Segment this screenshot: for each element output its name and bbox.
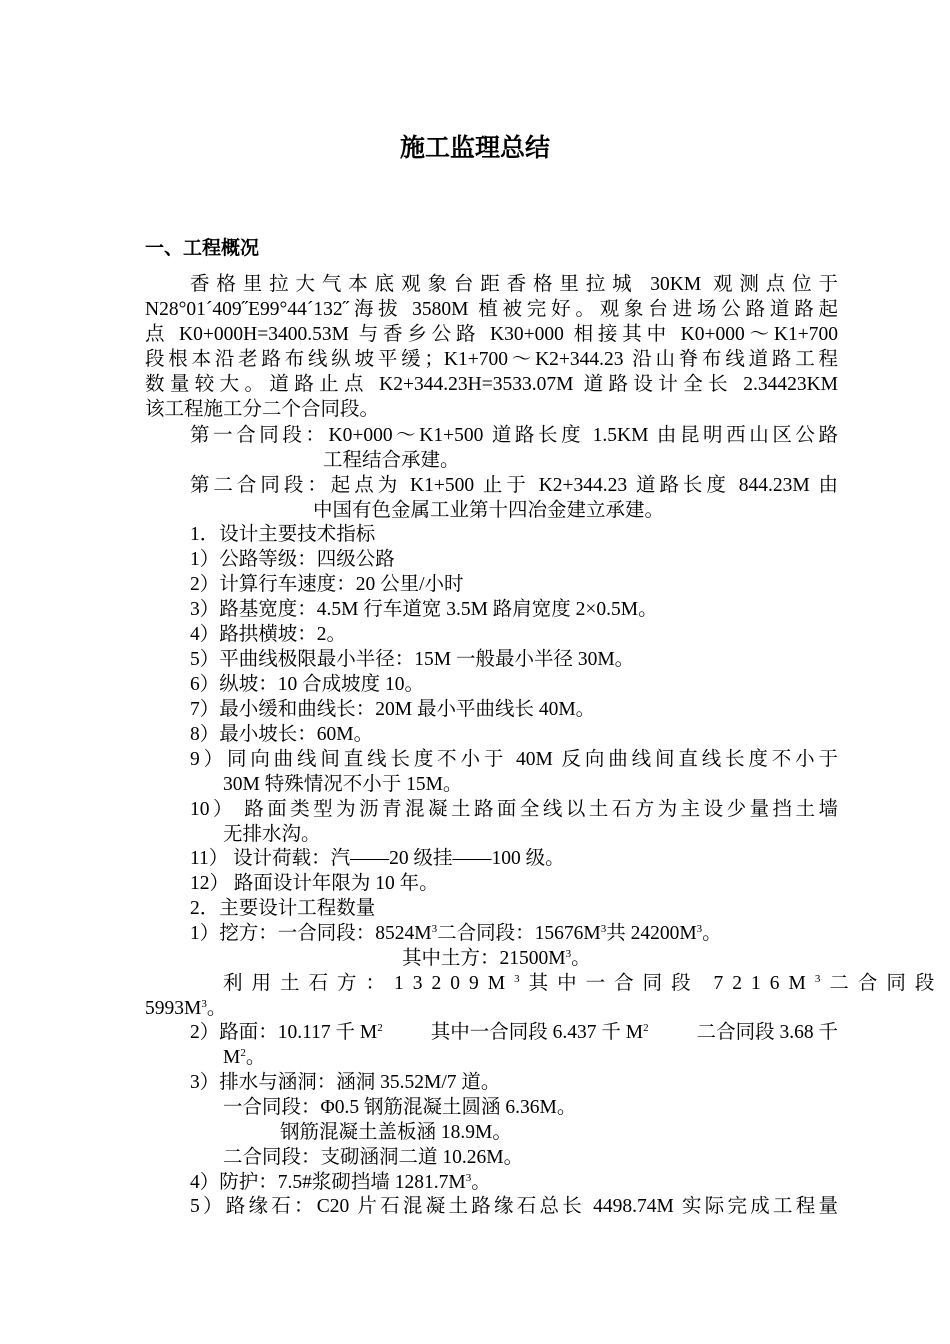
paragraph-line: 该工程施工分二个合同段。	[145, 399, 380, 420]
subsection-title: 2．主要设计工程数量	[190, 898, 376, 919]
quantity-text: 二合同段：15676M	[437, 923, 601, 944]
spec-item: 6）纵坡：10 合成坡度 10。	[190, 674, 425, 695]
quantity-text: 其中一合同段 6.437 千 $M^2$	[430, 1022, 649, 1043]
spec-item-continued: 无排水沟。	[223, 824, 321, 845]
subsection-title: 1．设计主要技术指标	[190, 524, 376, 545]
quantity-item: 3）排水与涵洞：涵洞 35.52M/7 道。	[190, 1072, 501, 1093]
quantity-item	[190, 1021, 838, 1045]
spec-item-continued: 30M 特殊情况不小于 15M。	[223, 774, 463, 795]
superscript: 3	[201, 998, 207, 1010]
quantity-text: 。	[702, 923, 722, 944]
paragraph-line: 香格里拉大气本底观象台距香格里拉城 30KM 观测点位于	[190, 274, 838, 295]
superscript: 3	[431, 923, 438, 935]
quantity-item	[190, 922, 883, 946]
superscript: 3	[696, 923, 703, 935]
superscript: 3	[814, 973, 830, 985]
superscript: 2	[240, 1047, 246, 1059]
quantity-text: 5993M	[145, 998, 202, 1019]
quantity-text: 2）路面：10.117 千 $M^2$	[190, 1022, 383, 1043]
paragraph-line: 数量较大。道路止点 K2+344.23H=3533.07M 道路设计全长 2.34423KM	[145, 374, 838, 395]
spec-item: 12） 路面设计年限为 10 年。	[190, 873, 439, 894]
quantity-text: 4）防护：7.5#浆砌挡墙 1281.7M	[190, 1172, 466, 1193]
contract-line: 第二合同段：起点为 K1+500 止于 K2+344.23 道路长度 844.23M 由	[190, 475, 838, 496]
paragraph-line: N28°01´409˝E99°44´132˝海拔 3580M 植被完好。观象台进场公路道路起	[145, 299, 838, 320]
quantity-item-continued: 二合同段：支砌涵洞二道 10.26M。	[223, 1147, 524, 1168]
paragraph-line: 点 K0+000H=3400.53M 与香乡公路 K30+000 相接其中 K0+000～K1+700	[145, 324, 838, 345]
spec-item: 4）路拱横坡：2。	[190, 624, 347, 645]
superscript: 3	[600, 923, 607, 935]
quantity-text: 。	[206, 998, 227, 1019]
spec-item: 8）最小坡长：60M。	[190, 724, 374, 745]
quantity-text: M	[223, 1047, 241, 1068]
spec-item: 7）最小缓和曲线长：20M 最小平曲线长 40M。	[190, 699, 596, 720]
spec-item: 9）同向曲线间直线长度不小于 40M 反向曲线间直线长度不小于	[190, 749, 838, 770]
spec-item: 2）计算行车速度：20 公里/小时	[190, 574, 464, 595]
spec-item: 1）公路等级：四级公路	[190, 549, 395, 570]
quantity-text: 利用土石方：$13209M^3$	[223, 973, 529, 994]
contract-line: 工程结合承建。	[323, 450, 460, 471]
quantity-text: 。	[571, 948, 591, 969]
quantity-text: 二合同段	[829, 973, 944, 994]
section-heading: 一、工程概况	[145, 237, 260, 259]
paragraph-line: 段根本沿老路布线纵坡平缓；K1+700～K2+344.23 沿山脊布线道路工程	[145, 349, 838, 370]
quantity-item: 5）路缘石：C20 片石混凝土路缘石总长 4498.74M 实际完成工程量	[190, 1196, 838, 1217]
quantity-item-continued	[145, 997, 838, 1021]
quantity-text: 二合同段 3.68 千	[696, 1022, 838, 1043]
spec-item: 5）平曲线极限最小半径：15M 一般最小半径 30M。	[190, 649, 635, 670]
quantity-text: 共 24200M	[606, 923, 697, 944]
superscript: 3	[565, 948, 572, 960]
spec-item: 3）路基宽度：4.5M 行车道宽 3.5M 路肩宽度 2×0.5M。	[190, 599, 658, 620]
quantity-item-continued	[223, 972, 944, 996]
quantity-item-continued: 一合同段：Φ0.5 钢筋混凝土圆涵 6.36M。	[223, 1097, 577, 1118]
contract-line: 第一合同段：K0+000～K1+500 道路长度 1.5KM 由昆明西山区公路	[190, 425, 838, 446]
superscript: 3	[514, 973, 529, 985]
spec-item: 11） 设计荷载：汽——20 级挂——100 级。	[190, 848, 565, 869]
quantity-text: 1）挖方：一合同段：8524M	[190, 923, 432, 944]
quantity-item-continued	[402, 947, 950, 971]
quantity-item	[190, 1171, 883, 1195]
quantity-text: 。	[245, 1047, 266, 1068]
superscript: 2	[643, 1022, 649, 1034]
quantity-text: 其中一合同段 $7216M^3$	[528, 973, 830, 994]
quantity-item-continued	[223, 1046, 916, 1070]
superscript: 3	[465, 1172, 472, 1184]
quantity-item-continued: 钢筋混凝土盖板涵 18.9M。	[280, 1122, 512, 1143]
document-title: 施工监理总结	[399, 133, 550, 162]
superscript: 2	[377, 1022, 383, 1034]
quantity-text: 其中土方：21500M	[402, 948, 566, 969]
spec-item: 10） 路面类型为沥青混凝土路面全线以土石方为主设少量挡土墙	[190, 799, 838, 820]
quantity-text: 。	[471, 1172, 491, 1193]
contract-line: 中国有色金属工业第十四冶金建立承建。	[313, 500, 665, 521]
